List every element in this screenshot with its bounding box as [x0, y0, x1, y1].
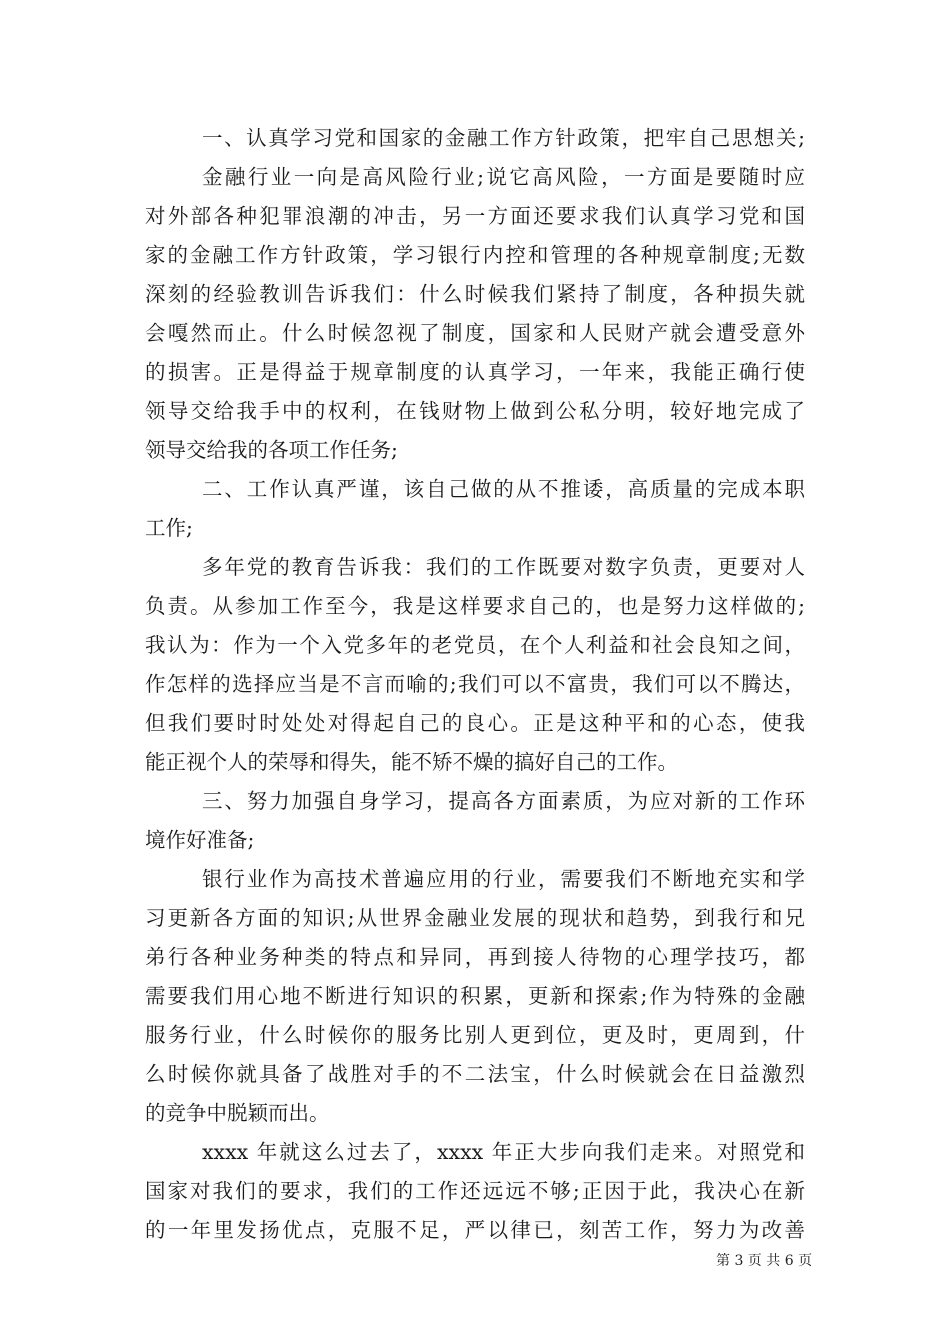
text-line: 习更新各方面的知识;从世界金融业发展的现状和趋势，到我行和兄 — [145, 906, 805, 930]
text-line: 领导交给我手中的权利，在钱财物上做到公私分明，较好地完成了 — [145, 399, 805, 423]
text-line: 一、认真学习党和国家的金融工作方针政策，把牢自己思想关; — [202, 126, 805, 150]
text-line: 对外部各种犯罪浪潮的冲击，另一方面还要求我们认真学习党和国 — [145, 204, 805, 228]
text-line: 能正视个人的荣辱和得失，能不矫不燥的搞好自己的工作。 — [145, 750, 678, 774]
text-line: 服务行业，什么时候你的服务比别人更到位，更及时，更周到，什 — [145, 1023, 805, 1047]
text-line: 需要我们用心地不断进行知识的积累，更新和探索;作为特殊的金融 — [145, 984, 805, 1008]
text-line: 家的金融工作方针政策，学习银行内控和管理的各种规章制度;无数 — [145, 243, 805, 267]
text-line: 但我们要时时处处对得起自己的良心。正是这种平和的心态，使我 — [145, 711, 805, 735]
text-line: 弟行各种业务种类的特点和异同，再到接人待物的心理学技巧，都 — [145, 945, 805, 969]
text-line: 国家对我们的要求，我们的工作还远远不够;正因于此，我决心在新 — [145, 1179, 805, 1203]
text-line: 负责。从参加工作至今，我是这样要求自己的，也是努力这样做的; — [145, 594, 805, 618]
text-line: 么时候你就具备了战胜对手的不二法宝，什么时候就会在日益激烈 — [145, 1062, 805, 1086]
text-line: 多年党的教育告诉我：我们的工作既要对数字负责，更要对人 — [202, 555, 805, 579]
text-line: 会嘎然而止。什么时候忽视了制度，国家和人民财产就会遭受意外 — [145, 321, 805, 345]
text-line: 深刻的经验教训告诉我们：什么时候我们紧持了制度，各种损失就 — [145, 282, 805, 306]
text-line: 金融行业一向是高风险行业;说它高风险，一方面是要随时应 — [202, 165, 805, 189]
text-line: 三、努力加强自身学习，提高各方面素质，为应对新的工作环 — [202, 789, 805, 813]
text-line: xxxx 年就这么过去了，xxxx 年正大步向我们走来。对照党和 — [202, 1140, 805, 1164]
page-number: 第 3 页 共 6 页 — [716, 1253, 813, 1269]
text-line: 二、工作认真严谨，该自己做的从不推诿，高质量的完成本职 — [202, 477, 805, 501]
text-line: 我认为：作为一个入党多年的老党员，在个人利益和社会良知之间， — [145, 633, 805, 657]
text-line: 的损害。正是得益于规章制度的认真学习，一年来，我能正确行使 — [145, 360, 805, 384]
text-line: 作怎样的选择应当是不言而喻的;我们可以不富贵，我们可以不腾达， — [145, 672, 805, 696]
text-line: 领导交给我的各项工作任务; — [145, 438, 398, 462]
text-line: 工作; — [145, 516, 193, 540]
text-line: 银行业作为高技术普遍应用的行业，需要我们不断地充实和学 — [202, 867, 805, 891]
text-line: 的竞争中脱颖而出。 — [145, 1101, 330, 1125]
text-line: 的一年里发扬优点，克服不足，严以律已，刻苦工作，努力为改善 — [145, 1218, 805, 1242]
text-line: 境作好准备; — [145, 828, 255, 852]
